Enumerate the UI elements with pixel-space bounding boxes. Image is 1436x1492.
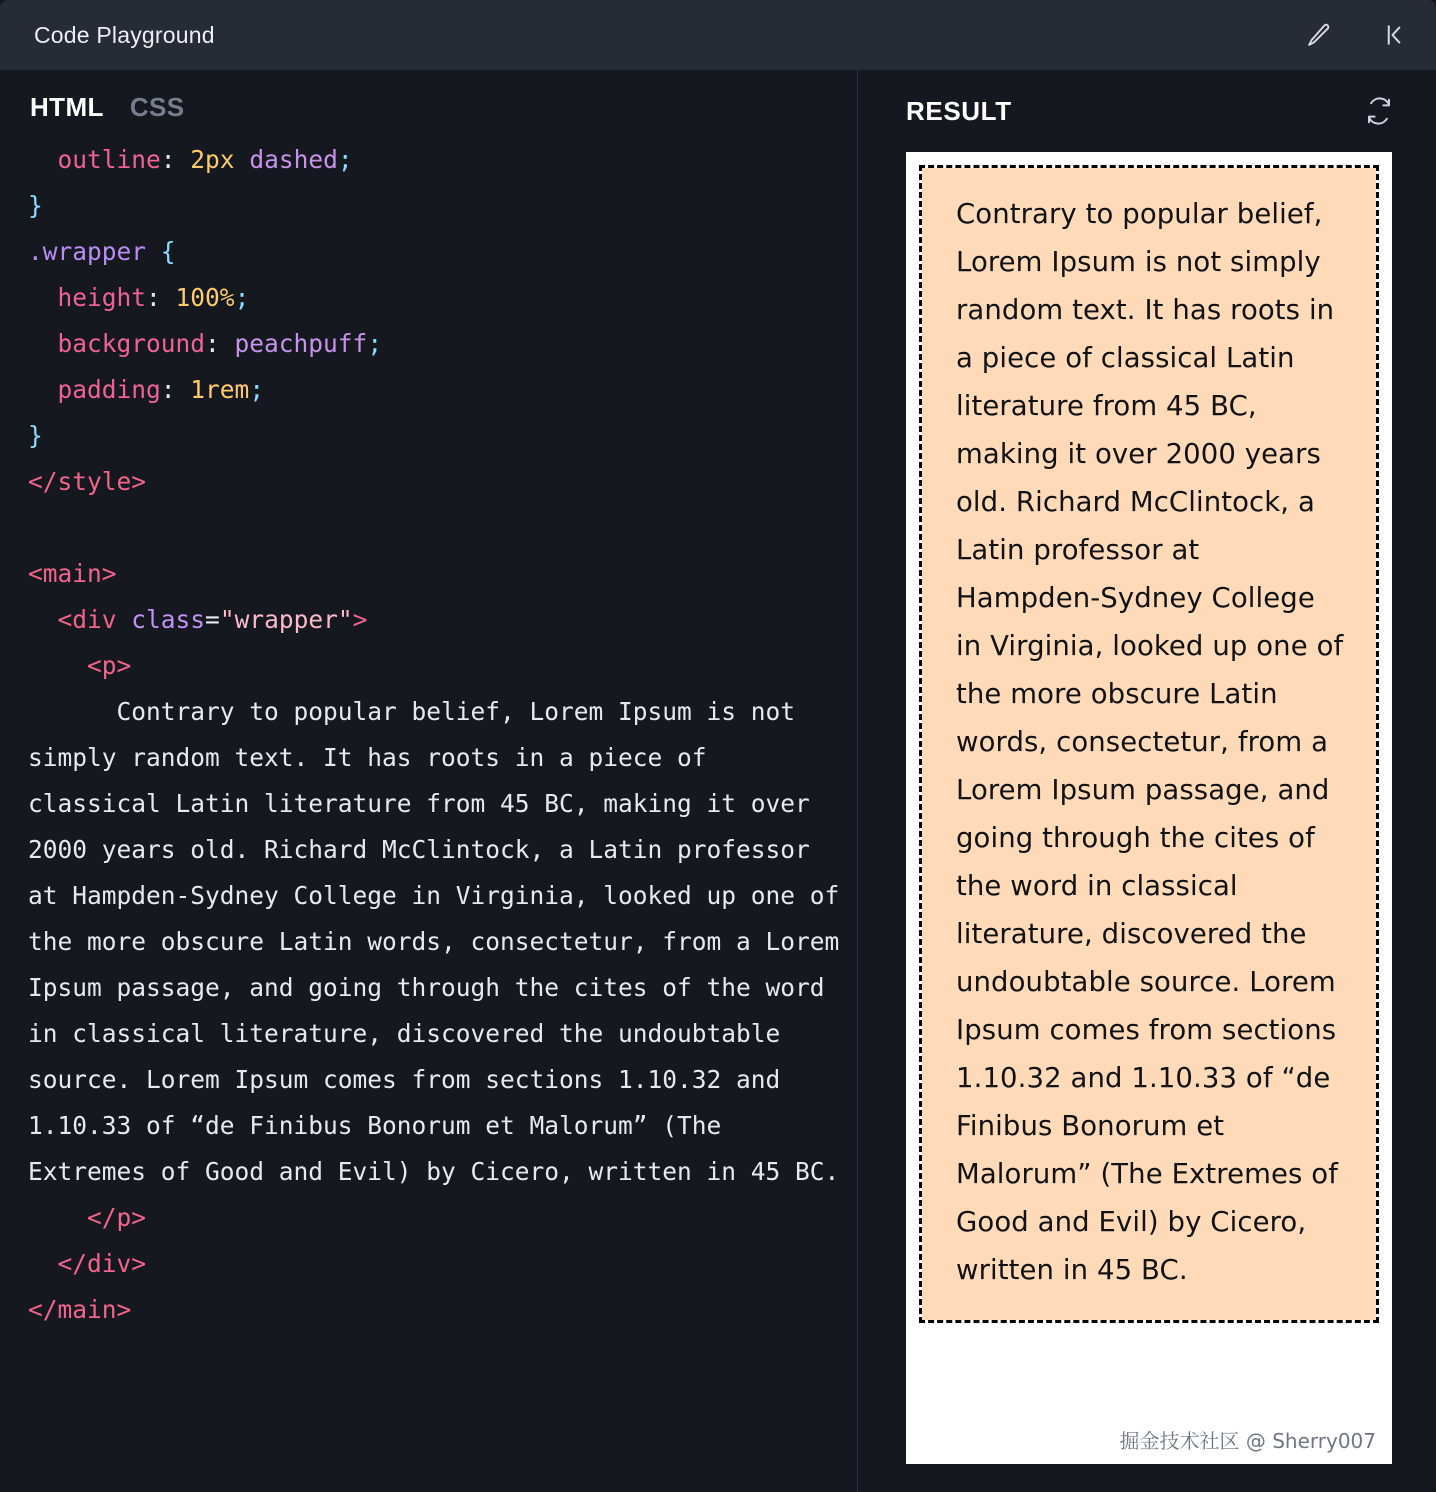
result-pane <box>858 70 1436 1492</box>
title-bar <box>0 0 1436 70</box>
result-preview-frame <box>906 152 1392 1464</box>
preview-paragraph: Contrary to popular belief, Lorem Ipsum is not simply random text. It has roots in a piece of classical Latin literature from 45 BC, making it over 2000 years old. Richard McClintock, a Latin professor at Hampden-Sydney College in Virginia, looked up one of the more obscure Latin words, consectetur, from a Lorem Ipsum passage, and going through the cites of the word in classical literature, discovered the undoubtable source. Lorem Ipsum comes from sections 1.10.32 and 1.10.33 of “de Finibus Bonorum et Malorum” (The Extremes of Good and Evil) by Cicero, written in 45 BC. <box>956 198 1344 1286</box>
editor-tabs <box>0 70 858 131</box>
result-header <box>858 70 1436 138</box>
code-scroll-area[interactable] <box>0 131 858 1492</box>
tab-css[interactable]: CSS <box>129 92 185 122</box>
tab-html[interactable]: HTML <box>30 92 104 122</box>
pencil-icon[interactable] <box>1304 20 1334 50</box>
collapse-panel-icon[interactable] <box>1380 20 1410 50</box>
titlebar-actions <box>1304 20 1410 50</box>
window-title: Code Playground <box>34 21 215 48</box>
refresh-icon[interactable] <box>1362 94 1396 128</box>
preview-wrapper <box>922 168 1376 1320</box>
main-split <box>0 70 1436 1492</box>
code-content[interactable]: outline: 2px dashed; } .wrapper { height: 100%; background: peachpuff; padding: 1rem; } </style> <main> <div class="wrapper"> <p> Contrary to popular belief, Lorem Ipsum is not simply random text. It has roots in a piece of classical Latin literature from 45 BC, making it over 2000 years old. Richard McClintock, a Latin professor at Hampden-Sydney College in Virginia, looked up one of the more obscure Latin words, consectetur, from a Lorem Ipsum passage, and going through the cites of the word in classical literature, discovered the undoubtable source. Lorem Ipsum comes from sections 1.10.32 and 1.10.33 of “de Finibus Bonorum et Malorum” (The Extremes of Good and Evil) by Cicero, written in 45 BC. </p> </div> </main> <box>28 145 855 1324</box>
result-title: RESULT <box>906 95 1012 126</box>
watermark-text: 掘金技术社区 @ Sherry007 <box>1119 1429 1376 1453</box>
code-editor-pane <box>0 70 858 1492</box>
